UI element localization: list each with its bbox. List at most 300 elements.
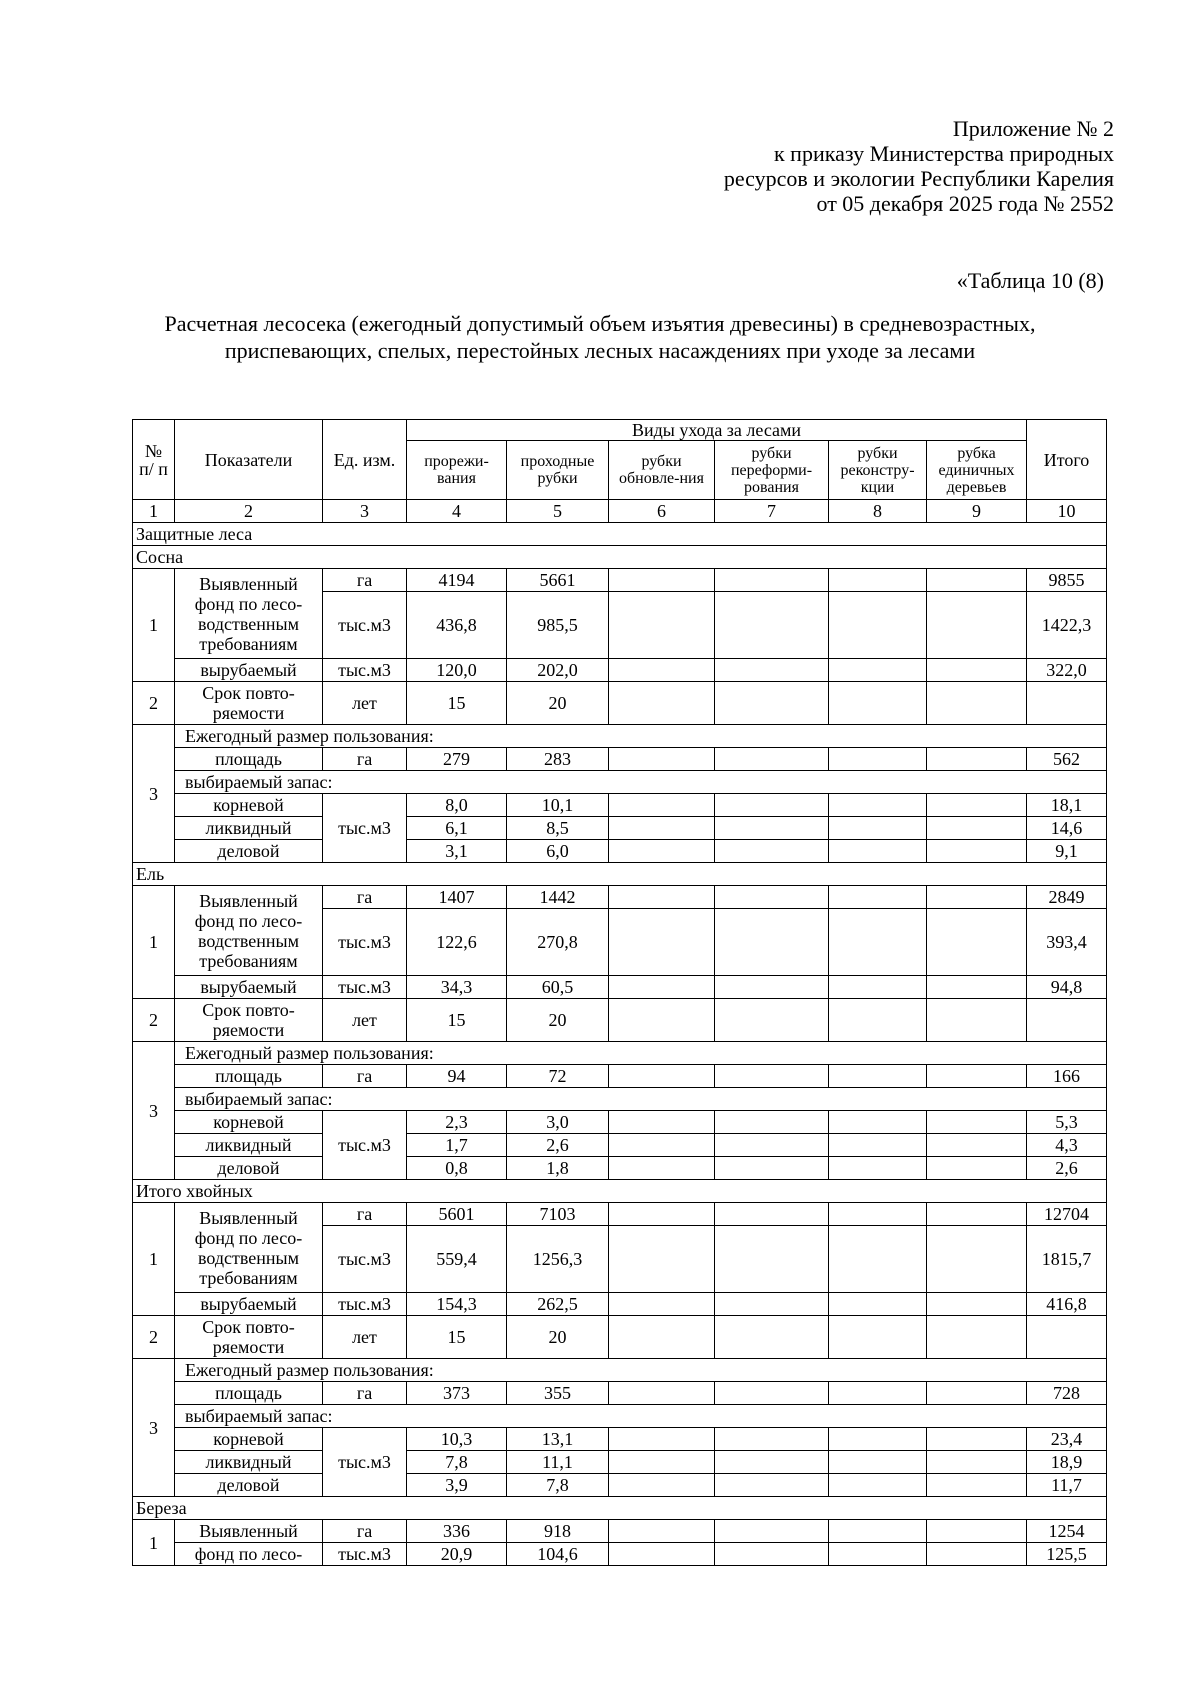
repeat-period-row (133, 682, 1107, 725)
row-number: 2 (133, 999, 175, 1042)
value-total: 9855 (1027, 569, 1107, 592)
empty-cell (927, 1474, 1027, 1497)
value-passing-cut: 355 (507, 1382, 609, 1405)
title-line-2: приспевающих, спелых, перестойных лесных насаждениях при уходе за лесами (224, 338, 976, 363)
header-num: № п/ п (133, 420, 175, 500)
empty-cell (829, 1316, 927, 1359)
empty-cell (927, 909, 1027, 976)
value-passing-cut: 2,6 (507, 1134, 609, 1157)
empty-cell (609, 1451, 715, 1474)
empty-cell (715, 1520, 829, 1543)
value-total: 416,8 (1027, 1293, 1107, 1316)
value-total: 4,3 (1027, 1134, 1107, 1157)
empty-cell (829, 794, 927, 817)
empty-cell (927, 1065, 1027, 1088)
value-thinning: 559,4 (407, 1226, 507, 1293)
empty-cell (715, 1474, 829, 1497)
selected-stock-row (133, 1088, 1107, 1111)
value-thinning: 1407 (407, 886, 507, 909)
empty-cell (715, 569, 829, 592)
value-thinning: 94 (407, 1065, 507, 1088)
value-thinning: 15 (407, 999, 507, 1042)
empty-cell (715, 1316, 829, 1359)
empty-cell (715, 659, 829, 682)
business-stock-label: деловой (175, 1474, 323, 1497)
liquid-stock-row (133, 1451, 1107, 1474)
selected-stock-label: выбираемый запас: (175, 1405, 1107, 1428)
value-total: 11,7 (1027, 1474, 1107, 1497)
empty-cell (715, 682, 829, 725)
unit-cell: га (323, 1382, 407, 1405)
empty-cell (715, 1203, 829, 1226)
value-passing-cut: 10,1 (507, 794, 609, 817)
unit-cell: га (323, 748, 407, 771)
value-thinning: 0,8 (407, 1157, 507, 1180)
empty-cell (715, 1226, 829, 1293)
empty-cell (829, 1065, 927, 1088)
business-stock-row (133, 1157, 1107, 1180)
empty-cell (829, 748, 927, 771)
repeat-period-row (133, 1316, 1107, 1359)
empty-cell (829, 886, 927, 909)
empty-cell (829, 976, 927, 999)
unit-cell: лет (323, 682, 407, 725)
business-stock-row (133, 1474, 1107, 1497)
title-line-1: Расчетная лесосека (ежегодный допустимый объем изъятия древесины) в средневозрастных, (164, 311, 1036, 336)
empty-cell (927, 1316, 1027, 1359)
species-row (133, 863, 1107, 886)
empty-cell (609, 976, 715, 999)
empty-cell (609, 1226, 715, 1293)
row-number: 3 (133, 725, 175, 863)
area-label: площадь (175, 1065, 323, 1088)
unit-cell: лет (323, 1316, 407, 1359)
value-total: 23,4 (1027, 1428, 1107, 1451)
annual-usage-row (133, 725, 1107, 748)
unit-cell: тыс.м3 (323, 1226, 407, 1293)
empty-cell (927, 794, 1027, 817)
value-passing-cut: 13,1 (507, 1428, 609, 1451)
row-number: 3 (133, 1359, 175, 1497)
header-indicators: Показатели (175, 420, 323, 500)
root-stock-label: корневой (175, 1111, 323, 1134)
value-total: 393,4 (1027, 909, 1107, 976)
empty-cell (829, 1203, 927, 1226)
value-total: 9,1 (1027, 840, 1107, 863)
header-reconstruction-cut: рубки реконстру-кции (829, 441, 927, 500)
business-stock-row (133, 840, 1107, 863)
empty-cell (829, 1543, 927, 1566)
empty-cell (715, 592, 829, 659)
liquid-stock-row (133, 1134, 1107, 1157)
empty-cell (927, 659, 1027, 682)
empty-cell (715, 748, 829, 771)
empty-cell (609, 1293, 715, 1316)
species-row (133, 1497, 1107, 1520)
empty-cell (927, 1451, 1027, 1474)
value-thinning: 15 (407, 682, 507, 725)
header-reformation-cut: рубки переформи-рования (715, 441, 829, 500)
root-stock-row (133, 794, 1107, 817)
unit-cell: тыс.м3 (323, 1428, 407, 1497)
area-label: площадь (175, 748, 323, 771)
value-passing-cut: 6,0 (507, 840, 609, 863)
liquid-stock-label: ликвидный (175, 1451, 323, 1474)
unit-cell: тыс.м3 (323, 1543, 407, 1566)
value-thinning: 122,6 (407, 909, 507, 976)
value-passing-cut: 3,0 (507, 1111, 609, 1134)
annual-usage-row (133, 1042, 1107, 1065)
empty-cell (927, 1157, 1027, 1180)
header-single-tree-cut: рубка единичных деревьев (927, 441, 1027, 500)
value-thinning: 120,0 (407, 659, 507, 682)
empty-cell (715, 909, 829, 976)
unit-cell: тыс.м3 (323, 1293, 407, 1316)
value-thinning: 7,8 (407, 1451, 507, 1474)
value-total: 18,9 (1027, 1451, 1107, 1474)
appendix-line-4: от 05 декабря 2025 года № 2552 (816, 191, 1114, 216)
value-passing-cut: 202,0 (507, 659, 609, 682)
row-number: 2 (133, 682, 175, 725)
value-thinning: 4194 (407, 569, 507, 592)
value-total: 94,8 (1027, 976, 1107, 999)
identified-fund-row (133, 569, 1107, 592)
felled-row (133, 1293, 1107, 1316)
row-number: 3 (133, 1042, 175, 1180)
species-name: Береза (133, 1497, 1107, 1520)
empty-cell (609, 1428, 715, 1451)
value-passing-cut: 262,5 (507, 1293, 609, 1316)
col-number: 10 (1027, 500, 1107, 523)
value-total: 14,6 (1027, 817, 1107, 840)
value-passing-cut: 1,8 (507, 1157, 609, 1180)
header-row-1 (133, 420, 1107, 441)
business-stock-label: деловой (175, 840, 323, 863)
identified-fund-row (133, 1203, 1107, 1226)
value-passing-cut: 283 (507, 748, 609, 771)
identified-fund-label: фонд по лесо- (175, 1543, 323, 1566)
value-passing-cut: 1442 (507, 886, 609, 909)
empty-cell (829, 1226, 927, 1293)
annual-usage-label: Ежегодный размер пользования: (175, 725, 1107, 748)
selected-stock-row (133, 771, 1107, 794)
empty-cell (715, 976, 829, 999)
empty-cell (715, 1111, 829, 1134)
value-passing-cut: 8,5 (507, 817, 609, 840)
repeat-period-label: Срок повто-ряемости (175, 999, 323, 1042)
empty-cell (927, 748, 1027, 771)
value-thinning: 20,9 (407, 1543, 507, 1566)
root-stock-label: корневой (175, 1428, 323, 1451)
empty-cell (609, 1543, 715, 1566)
empty-cell (927, 1134, 1027, 1157)
row-number: 1 (133, 569, 175, 682)
value-total: 12704 (1027, 1203, 1107, 1226)
unit-cell: тыс.м3 (323, 659, 407, 682)
empty-cell (927, 1520, 1027, 1543)
empty-cell (829, 1474, 927, 1497)
value-thinning: 5601 (407, 1203, 507, 1226)
empty-cell (829, 1520, 927, 1543)
unit-cell: тыс.м3 (323, 592, 407, 659)
col-number: 4 (407, 500, 507, 523)
identified-fund-label: Выявленный фонд по лесо-водственным требованиям (175, 569, 323, 659)
empty-cell (715, 1382, 829, 1405)
header-numbers-row (133, 500, 1107, 523)
empty-cell (927, 1226, 1027, 1293)
empty-cell (829, 1428, 927, 1451)
col-number: 8 (829, 500, 927, 523)
row-number: 2 (133, 1316, 175, 1359)
value-passing-cut: 985,5 (507, 592, 609, 659)
col-number: 7 (715, 500, 829, 523)
value-thinning: 336 (407, 1520, 507, 1543)
value-passing-cut: 60,5 (507, 976, 609, 999)
business-stock-label: деловой (175, 1157, 323, 1180)
header-passing-cut: проходные рубки (507, 441, 609, 500)
value-thinning: 279 (407, 748, 507, 771)
empty-cell (829, 1382, 927, 1405)
empty-cell (715, 1065, 829, 1088)
empty-cell (609, 817, 715, 840)
empty-cell (609, 794, 715, 817)
repeat-period-label: Срок повто-ряемости (175, 1316, 323, 1359)
empty-cell (609, 592, 715, 659)
empty-cell (829, 817, 927, 840)
value-passing-cut: 20 (507, 682, 609, 725)
felled-row (133, 659, 1107, 682)
row-number: 1 (133, 1203, 175, 1316)
empty-cell (609, 569, 715, 592)
empty-cell (609, 1065, 715, 1088)
identified-fund-label: Выявленный (175, 1520, 323, 1543)
appendix-line-1: Приложение № 2 (952, 116, 1114, 141)
value-thinning: 436,8 (407, 592, 507, 659)
col-number: 1 (133, 500, 175, 523)
value-thinning: 15 (407, 1316, 507, 1359)
empty-cell (609, 840, 715, 863)
selected-stock-row (133, 1405, 1107, 1428)
area-row (133, 1065, 1107, 1088)
empty-cell (829, 840, 927, 863)
felled-label: вырубаемый (175, 1293, 323, 1316)
value-passing-cut: 7103 (507, 1203, 609, 1226)
unit-cell: га (323, 1520, 407, 1543)
empty-cell (609, 748, 715, 771)
empty-cell (715, 886, 829, 909)
felled-label: вырубаемый (175, 976, 323, 999)
value-total: 562 (1027, 748, 1107, 771)
value-total: 322,0 (1027, 659, 1107, 682)
unit-cell: га (323, 1065, 407, 1088)
empty-cell (829, 1134, 927, 1157)
liquid-stock-label: ликвидный (175, 1134, 323, 1157)
header-total: Итого (1027, 420, 1107, 500)
value-thinning: 10,3 (407, 1428, 507, 1451)
empty-cell (715, 794, 829, 817)
identified-fund-label: Выявленный фонд по лесо-водственным требованиям (175, 1203, 323, 1293)
unit-cell: лет (323, 999, 407, 1042)
identified-fund-volume-row (133, 1543, 1107, 1566)
col-number: 9 (927, 500, 1027, 523)
empty-cell (609, 1157, 715, 1180)
empty-cell (715, 1157, 829, 1180)
root-stock-label: корневой (175, 794, 323, 817)
annual-usage-label: Ежегодный размер пользования: (175, 1042, 1107, 1065)
selected-stock-label: выбираемый запас: (175, 1088, 1107, 1111)
empty-cell (927, 569, 1027, 592)
felled-row (133, 976, 1107, 999)
header-renewal-cut: рубки обновле-ния (609, 441, 715, 500)
empty-cell (927, 886, 1027, 909)
empty-cell (609, 659, 715, 682)
species-name: Ель (133, 863, 1107, 886)
empty-cell (609, 1382, 715, 1405)
empty-cell (829, 569, 927, 592)
empty-cell (609, 999, 715, 1042)
value-thinning: 3,9 (407, 1474, 507, 1497)
section-row (133, 523, 1107, 546)
felled-label: вырубаемый (175, 659, 323, 682)
empty-cell (829, 682, 927, 725)
value-thinning: 1,7 (407, 1134, 507, 1157)
value-thinning: 6,1 (407, 817, 507, 840)
value-thinning: 3,1 (407, 840, 507, 863)
empty-cell (927, 840, 1027, 863)
empty-cell (609, 1203, 715, 1226)
empty-cell (927, 592, 1027, 659)
appendix-line-3: ресурсов и экологии Республики Карелия (723, 166, 1114, 191)
empty-cell (829, 999, 927, 1042)
allowable-cut-table (132, 419, 1107, 1566)
col-number: 5 (507, 500, 609, 523)
annual-usage-row (133, 1359, 1107, 1382)
empty-cell (715, 1543, 829, 1566)
species-name: Сосна (133, 546, 1107, 569)
unit-cell: га (323, 569, 407, 592)
empty-cell (927, 999, 1027, 1042)
empty-cell (609, 682, 715, 725)
area-row (133, 748, 1107, 771)
area-row (133, 1382, 1107, 1405)
value-total: 728 (1027, 1382, 1107, 1405)
empty-cell (715, 999, 829, 1042)
value-thinning: 373 (407, 1382, 507, 1405)
empty-cell (715, 1451, 829, 1474)
empty-cell (1027, 1316, 1107, 1359)
empty-cell (715, 817, 829, 840)
value-passing-cut: 104,6 (507, 1543, 609, 1566)
empty-cell (609, 1111, 715, 1134)
unit-cell: тыс.м3 (323, 976, 407, 999)
empty-cell (609, 1134, 715, 1157)
empty-cell (927, 1428, 1027, 1451)
value-passing-cut: 72 (507, 1065, 609, 1088)
liquid-stock-row (133, 817, 1107, 840)
repeat-period-label: Срок повто-ряемости (175, 682, 323, 725)
empty-cell (927, 682, 1027, 725)
value-total: 2849 (1027, 886, 1107, 909)
root-stock-row (133, 1428, 1107, 1451)
value-thinning: 2,3 (407, 1111, 507, 1134)
row-number: 1 (133, 1520, 175, 1566)
empty-cell (1027, 999, 1107, 1042)
value-thinning: 34,3 (407, 976, 507, 999)
empty-cell (1027, 682, 1107, 725)
row-number: 1 (133, 886, 175, 999)
identified-fund-row (133, 1520, 1107, 1543)
empty-cell (715, 1293, 829, 1316)
col-number: 3 (323, 500, 407, 523)
value-passing-cut: 5661 (507, 569, 609, 592)
document-title (100, 310, 1100, 364)
empty-cell (609, 909, 715, 976)
identified-fund-row (133, 886, 1107, 909)
area-label: площадь (175, 1382, 323, 1405)
value-passing-cut: 20 (507, 1316, 609, 1359)
unit-cell: тыс.м3 (323, 1111, 407, 1180)
unit-cell: тыс.м3 (323, 909, 407, 976)
value-total: 125,5 (1027, 1543, 1107, 1566)
value-passing-cut: 1256,3 (507, 1226, 609, 1293)
empty-cell (609, 1474, 715, 1497)
appendix-line-2: к приказу Министерства природных (773, 141, 1114, 166)
empty-cell (927, 1543, 1027, 1566)
empty-cell (927, 1382, 1027, 1405)
species-name: Итого хвойных (133, 1180, 1107, 1203)
empty-cell (829, 1157, 927, 1180)
species-row (133, 1180, 1107, 1203)
value-passing-cut: 20 (507, 999, 609, 1042)
value-total: 2,6 (1027, 1157, 1107, 1180)
empty-cell (927, 976, 1027, 999)
value-thinning: 8,0 (407, 794, 507, 817)
empty-cell (829, 659, 927, 682)
empty-cell (609, 1316, 715, 1359)
empty-cell (927, 817, 1027, 840)
header-care-types: Виды ухода за лесами (407, 420, 1027, 441)
empty-cell (609, 1520, 715, 1543)
table-label: «Таблица 10 (8) (956, 268, 1104, 293)
unit-cell: тыс.м3 (323, 794, 407, 863)
empty-cell (829, 592, 927, 659)
empty-cell (829, 1111, 927, 1134)
liquid-stock-label: ликвидный (175, 817, 323, 840)
annual-usage-label: Ежегодный размер пользования: (175, 1359, 1107, 1382)
header-thinning: прорежи-вания (407, 441, 507, 500)
empty-cell (829, 909, 927, 976)
value-total: 1422,3 (1027, 592, 1107, 659)
value-total: 166 (1027, 1065, 1107, 1088)
unit-cell: га (323, 1203, 407, 1226)
col-number: 6 (609, 500, 715, 523)
empty-cell (609, 886, 715, 909)
root-stock-row (133, 1111, 1107, 1134)
repeat-period-row (133, 999, 1107, 1042)
value-thinning: 154,3 (407, 1293, 507, 1316)
header-unit: Ед. изм. (323, 420, 407, 500)
empty-cell (715, 840, 829, 863)
species-row (133, 546, 1107, 569)
value-passing-cut: 7,8 (507, 1474, 609, 1497)
value-passing-cut: 270,8 (507, 909, 609, 976)
empty-cell (927, 1111, 1027, 1134)
value-passing-cut: 11,1 (507, 1451, 609, 1474)
section-protective-forests: Защитные леса (133, 523, 1107, 546)
empty-cell (715, 1134, 829, 1157)
value-total: 18,1 (1027, 794, 1107, 817)
appendix-block (514, 116, 1114, 216)
